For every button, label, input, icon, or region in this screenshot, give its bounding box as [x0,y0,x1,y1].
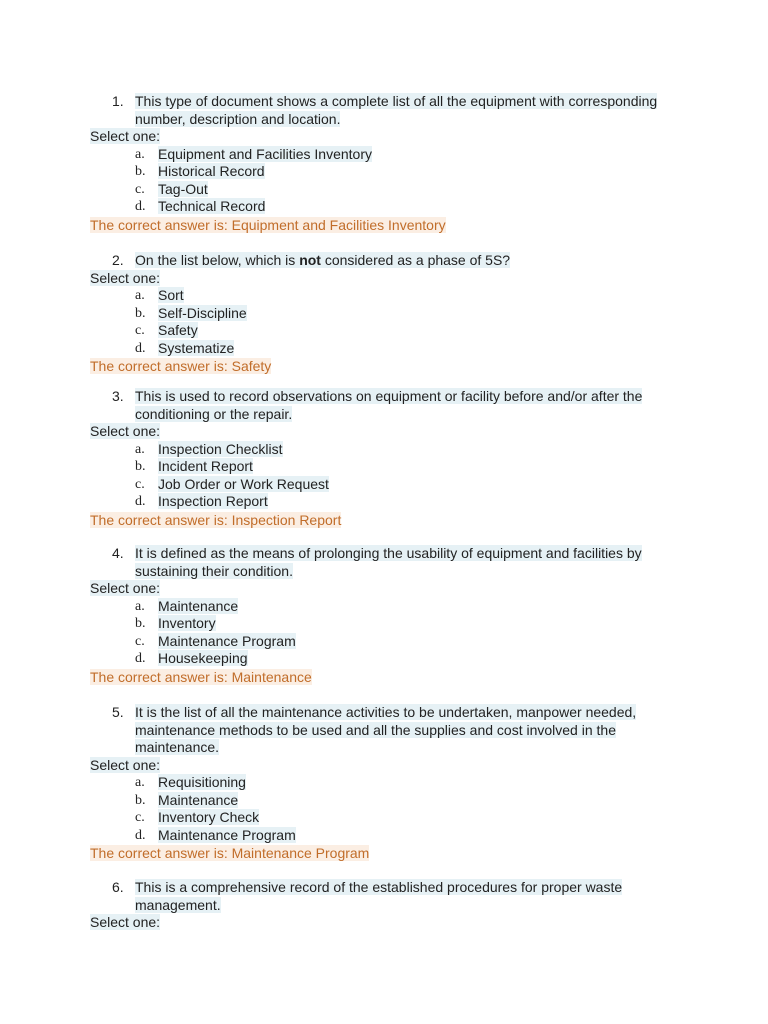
correct-answer: The correct answer is: Inspection Report [90,511,342,528]
option-d[interactable]: d. Housekeeping [135,650,248,666]
option-b[interactable]: b. Historical Record [135,163,265,179]
option-a[interactable]: a. Requisitioning [135,774,246,790]
option-d[interactable]: d. Maintenance Program [135,826,296,843]
options-list [90,774,690,844]
option-a[interactable]: a. Equipment and Facilities Inventory [135,145,372,162]
question-text [90,252,690,270]
options-list [90,287,690,357]
correct-answer: The correct answer is: Equipment and Facilities Inventory [90,216,446,233]
options-list [90,441,690,511]
question-text [90,93,690,128]
option-d[interactable]: d. Systematize [135,339,235,356]
option-b[interactable]: b. Self-Discipline [135,304,247,321]
options-list [90,598,690,668]
question-text [90,388,690,423]
question-5 [90,704,690,862]
select-one-label: Select one: [90,128,161,144]
question-number: 4. [112,545,124,561]
option-c[interactable]: c. Tag-Out [135,180,208,197]
question-number: 6. [112,879,124,895]
correct-answer: The correct answer is: Safety [90,358,272,374]
options-list [90,146,690,216]
question-line: This is used to record observations on equipment or facility before and/or after the [135,388,643,404]
select-one-label: Select one: [90,914,161,930]
question-line: This type of document shows a complete list of all the equipment with corresponding [135,93,658,109]
question-2 [90,252,690,375]
question-line: It is the list of all the maintenance activities to be undertaken, manpower needed, [135,704,637,720]
option-c[interactable]: c. Job Order or Work Request [135,475,329,492]
question-line: sustaining their condition. [135,562,293,579]
question-4 [90,545,690,686]
option-c[interactable]: c. Safety [135,322,198,338]
option-a[interactable]: a. Inspection Checklist [135,440,283,457]
option-b[interactable]: b. Maintenance [135,791,239,808]
question-line: number, description and location. [135,110,341,127]
question-number: 2. [112,252,124,268]
question-text [90,545,690,580]
select-one-label: Select one: [90,423,161,439]
question-line: This is a comprehensive record of the established procedures for proper waste [135,879,623,895]
correct-answer: The correct answer is: Maintenance Program [90,845,370,861]
question-line: It is defined as the means of prolonging the usability of equipment and facilities by [135,545,642,561]
question-number: 3. [112,388,124,404]
option-a[interactable]: a. Sort [135,287,184,303]
question-line: conditioning or the repair. [135,405,293,422]
option-c[interactable]: c. Maintenance Program [135,632,296,649]
question-6 [90,879,690,932]
question-1 [90,93,690,234]
question-line: management. [135,896,221,913]
question-line: On the list below, which is not considered as a phase of 5S? [135,252,511,268]
question-line: maintenance methods to be used and all the supplies and cost involved in the [135,721,616,738]
option-d[interactable]: d. Technical Record [135,198,266,214]
question-number: 5. [112,704,124,720]
select-one-label: Select one: [90,269,161,286]
option-b[interactable]: b. Incident Report [135,458,253,474]
option-c[interactable]: c. Inventory Check [135,809,260,825]
question-line: maintenance. [135,739,220,755]
question-text [90,704,690,757]
select-one-label: Select one: [90,580,161,596]
correct-answer: The correct answer is: Maintenance [90,668,312,685]
question-3 [90,388,690,529]
option-a[interactable]: a. Maintenance [135,597,239,614]
select-one-label: Select one: [90,756,161,773]
option-d[interactable]: d. Inspection Report [135,493,268,509]
question-number: 1. [112,93,124,109]
question-text [90,879,690,914]
option-b[interactable]: b. Inventory [135,615,216,631]
